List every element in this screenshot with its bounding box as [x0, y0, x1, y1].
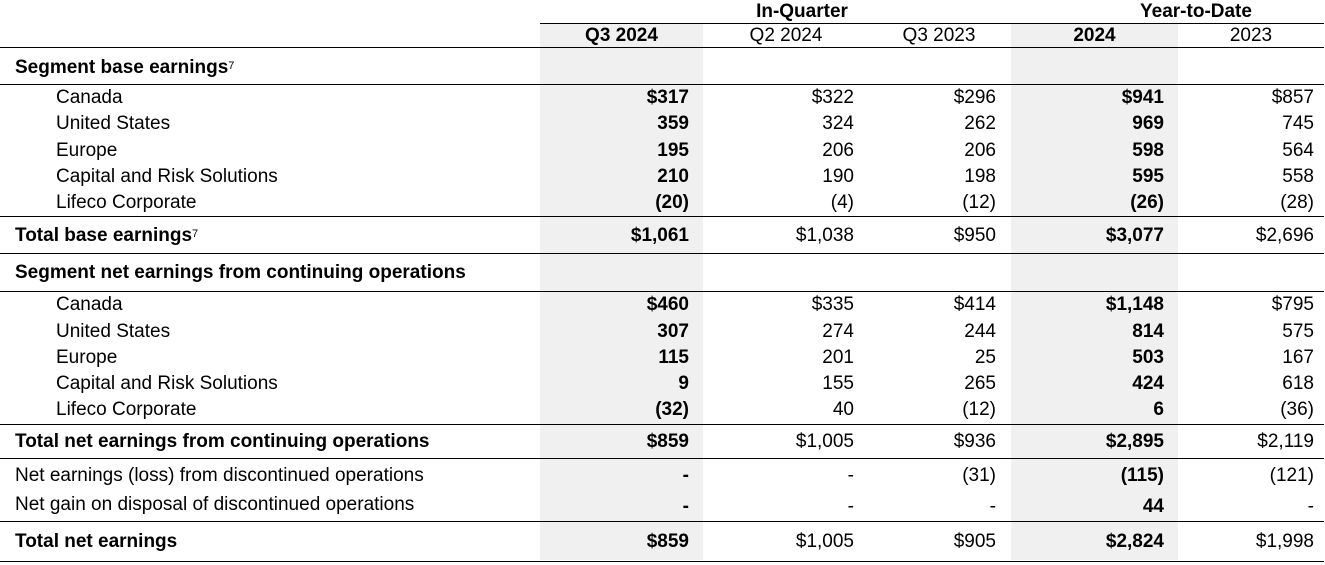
- cell: $296: [953, 87, 996, 108]
- cell: 558: [1282, 166, 1314, 187]
- cell: (31): [962, 465, 996, 486]
- cell: $3,077: [1105, 225, 1164, 246]
- cell: $941: [1121, 87, 1164, 108]
- footnote-marker: 7: [192, 228, 199, 240]
- cell: $1,005: [795, 431, 854, 452]
- cell: $1,005: [795, 531, 854, 552]
- cell: (12): [962, 399, 996, 420]
- cell: 618: [1282, 373, 1314, 394]
- cell: 595: [1132, 166, 1164, 187]
- cell: 307: [657, 321, 689, 342]
- cell: 195: [657, 140, 689, 161]
- cell: 206: [964, 140, 996, 161]
- cell: 575: [1282, 321, 1314, 342]
- cell: $1,998: [1255, 531, 1314, 552]
- group-underline: [540, 23, 1324, 24]
- cell: $460: [646, 294, 689, 315]
- cell: (28): [1280, 192, 1314, 213]
- cell: 244: [964, 321, 996, 342]
- row-divider: [0, 216, 1324, 217]
- cell: $317: [646, 87, 689, 108]
- row-divider: [0, 424, 1324, 425]
- cell: 206: [822, 140, 854, 161]
- cell: $936: [953, 431, 996, 452]
- row-label: Europe: [56, 347, 118, 368]
- column-header-q3-2023: Q3 2023: [902, 25, 976, 46]
- cell: 969: [1132, 113, 1164, 134]
- cell: $859: [646, 431, 689, 452]
- section-title-net-earnings: Segment net earnings from continuing operations: [15, 262, 466, 283]
- cell: 190: [822, 166, 854, 187]
- cell: 201: [822, 347, 854, 368]
- cell: -: [682, 465, 689, 486]
- column-header-q3-2024: Q3 2024: [585, 25, 658, 46]
- cell: -: [847, 496, 854, 517]
- cell: $1,038: [795, 225, 854, 246]
- header-underline: [0, 47, 1324, 48]
- cell: 167: [1282, 347, 1314, 368]
- cell: (20): [655, 192, 689, 213]
- row-label: Canada: [56, 87, 123, 108]
- row-label: Net gain on disposal of discontinued operations: [15, 494, 415, 515]
- cell: (32): [655, 399, 689, 420]
- cell: 210: [657, 166, 689, 187]
- cell: -: [682, 496, 689, 517]
- cell: 598: [1132, 140, 1164, 161]
- cell: -: [847, 465, 854, 486]
- cell: 274: [822, 321, 854, 342]
- cell: $335: [811, 294, 854, 315]
- cell: 564: [1282, 140, 1314, 161]
- row-divider: [0, 253, 1324, 254]
- cell: (115): [1120, 465, 1164, 486]
- cell: $2,895: [1105, 431, 1164, 452]
- cell: (121): [1269, 465, 1314, 486]
- group-header-year-to-date: Year-to-Date: [1140, 1, 1252, 22]
- row-label: Lifeco Corporate: [56, 399, 197, 420]
- cell: $2,824: [1105, 531, 1164, 552]
- cell: 262: [964, 113, 996, 134]
- cell: $857: [1271, 87, 1314, 108]
- cell: $905: [953, 531, 996, 552]
- column-header-2024: 2024: [1073, 25, 1116, 46]
- row-label: Lifeco Corporate: [56, 192, 197, 213]
- group-header-in-quarter: In-Quarter: [756, 1, 848, 22]
- cell: 324: [822, 113, 854, 134]
- row-label: United States: [56, 113, 171, 134]
- cell: 745: [1282, 113, 1314, 134]
- cell: (26): [1130, 192, 1164, 213]
- cell: 6: [1153, 399, 1164, 420]
- row-label: United States: [56, 321, 171, 342]
- cell: $795: [1271, 294, 1314, 315]
- cell: 265: [964, 373, 996, 394]
- cell: 44: [1142, 496, 1164, 517]
- cell: 40: [832, 399, 854, 420]
- cell: $950: [953, 225, 996, 246]
- cell: 115: [658, 347, 689, 368]
- section-underline: [0, 291, 1324, 292]
- row-divider: [0, 458, 1324, 459]
- cell: $414: [953, 294, 996, 315]
- cell: $2,696: [1255, 225, 1314, 246]
- cell: 155: [822, 373, 854, 394]
- cell: $1,148: [1105, 294, 1164, 315]
- cell: 9: [678, 373, 689, 394]
- section-title-base-earnings: Segment base earnings$^7$: [15, 57, 235, 78]
- footnote-marker: 7: [228, 60, 235, 72]
- cell: -: [1307, 496, 1314, 517]
- column-header-2023: 2023: [1229, 25, 1273, 46]
- row-label: Canada: [56, 294, 123, 315]
- cell: 25: [974, 347, 996, 368]
- row-label: Capital and Risk Solutions: [56, 166, 278, 187]
- cell: $1,061: [630, 225, 689, 246]
- row-label: Net earnings (loss) from discontinued operations: [15, 465, 424, 486]
- row-label: Total base earnings$^7$: [15, 225, 199, 246]
- cell: -: [989, 496, 996, 517]
- section-underline: [0, 84, 1324, 85]
- cell: (12): [962, 192, 996, 213]
- cell: 814: [1132, 321, 1164, 342]
- cell: $859: [646, 531, 689, 552]
- cell: 359: [657, 113, 689, 134]
- cell: 503: [1132, 347, 1164, 368]
- row-divider: [0, 521, 1324, 522]
- row-label: Capital and Risk Solutions: [56, 373, 278, 394]
- cell: $322: [811, 87, 854, 108]
- cell: 198: [964, 166, 996, 187]
- cell: (36): [1280, 399, 1314, 420]
- row-label: Total net earnings: [15, 531, 178, 552]
- row-label: Europe: [56, 140, 118, 161]
- cell: $2,119: [1257, 431, 1314, 452]
- table-bottom-border: [0, 561, 1324, 562]
- row-label: Total net earnings from continuing operations: [15, 431, 430, 452]
- cell: 424: [1132, 373, 1164, 394]
- cell: (4): [830, 192, 854, 213]
- column-header-q2-2024: Q2 2024: [749, 25, 823, 46]
